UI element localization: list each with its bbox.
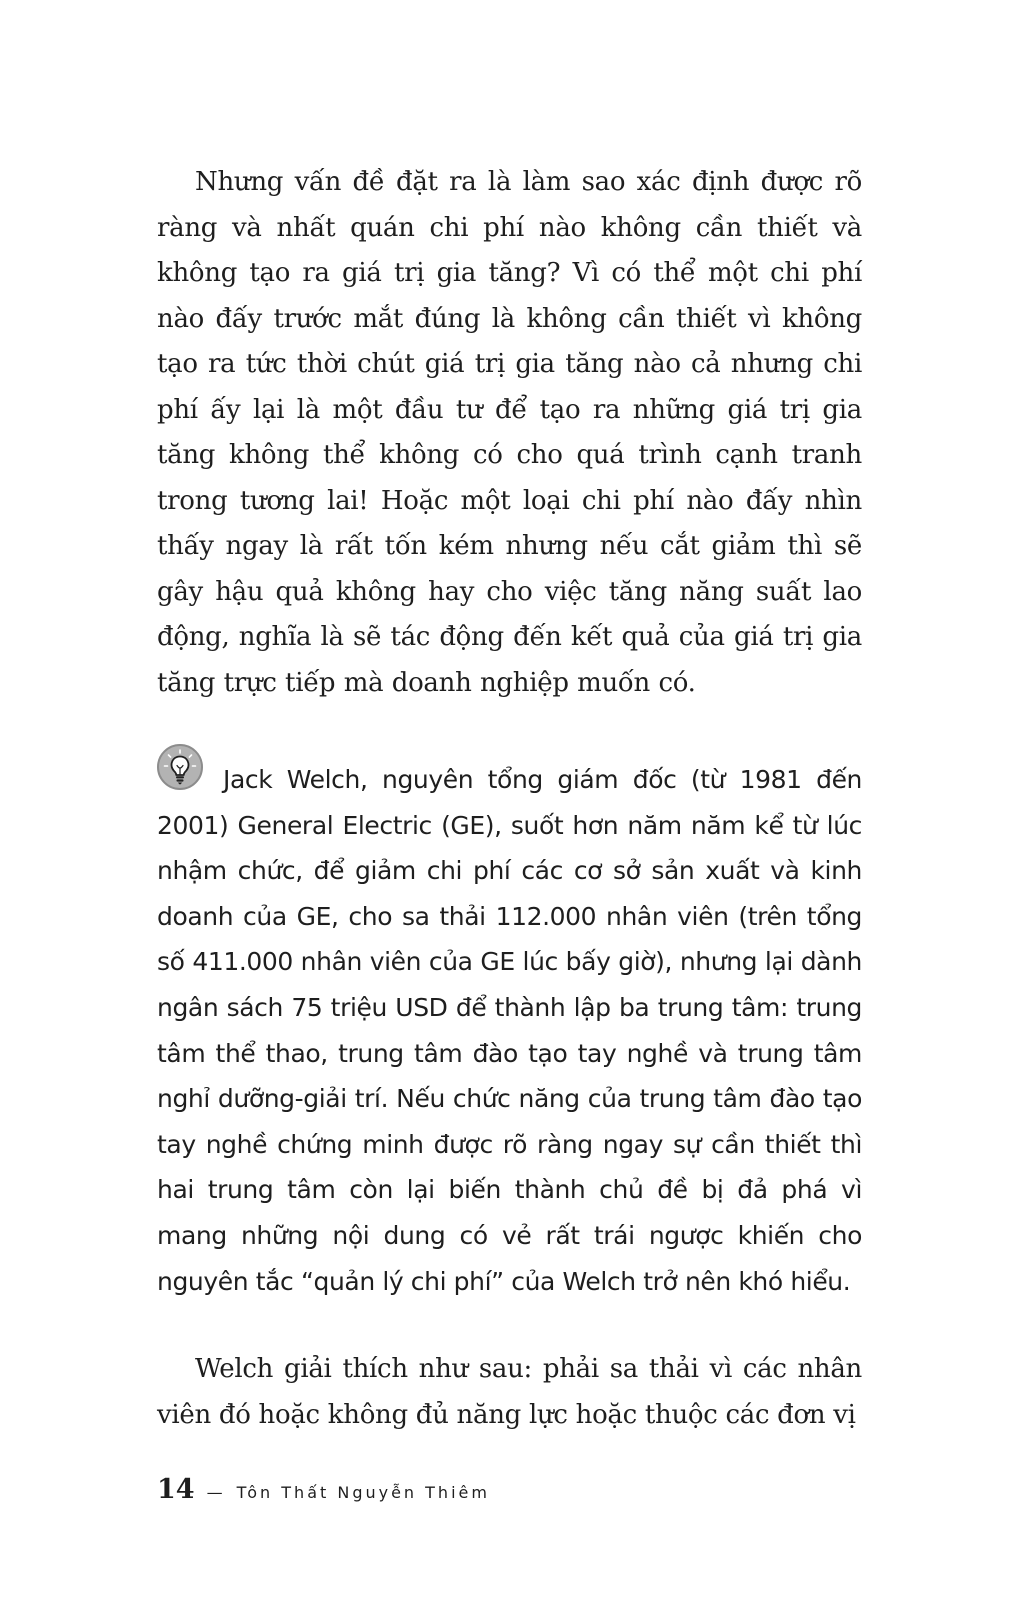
author-name: Tôn Thất Nguyễn Thiêm bbox=[236, 1483, 490, 1502]
page-footer bbox=[157, 1474, 490, 1514]
body-paragraph-2: Welch giải thích như sau: phải sa thải vì các nhân viên đó hoặc không đủ năng lực hoặc thuộc các đơn vị bbox=[157, 1354, 862, 1430]
body-paragraph-1: Nhưng vấn đề đặt ra là làm sao xác định được rõ ràng và nhất quán chi phí nào không cần thiết và không tạo ra giá trị gia tăng? Vì có thể một chi phí nào đấy trước mắt đúng là không cần thiết vì không tạo ra tức thời chút giá trị gia tăng nào cả nhưng chi phí ấy lại là một đầu tư để tạo ra những giá trị gia tăng không thể không có cho quá trình cạnh tranh trong tương lai! Hoặc một loại chi phí nào đấy nhìn thấy ngay là rất tốn kém nhưng nếu cắt giảm thì sẽ gây hậu quả không hay cho việc tăng năng suất lao động, nghĩa là sẽ tác động đến kết quả của giá trị gia tăng trực tiếp mà doanh nghiệp muốn có. bbox=[157, 167, 862, 698]
note-text: Jack Welch, nguyên tổng giám đốc (từ 1981 đến 2001) General Electric (GE), suốt hơn năm năm kể từ lúc nhậm chức, để giảm chi phí các cơ sở sản xuất và kinh doanh của GE, cho sa thải 112.000 nhân viên (trên tổng số 411.000 nhân viên của GE lúc bấy giờ), nhưng lại dành ngân sách 75 triệu USD để thành lập ba trung tâm: trung tâm thể thao, trung tâm đào tạo tay nghề và trung tâm nghỉ dưỡng-giải trí. Nếu chức năng của trung tâm đào tạo tay nghề chứng minh được rõ ràng ngay sự cần thiết thì hai trung tâm còn lại biến thành chủ đề bị đả phá vì mang những nội dung có vẻ rất trái ngược khiến cho nguyên tắc “quản lý chi phí” của Welch trở nên khó hiểu. bbox=[157, 765, 862, 1296]
footer-separator: — bbox=[206, 1483, 223, 1502]
note-paragraph bbox=[157, 757, 862, 1304]
page-number: 14 bbox=[157, 1474, 195, 1505]
